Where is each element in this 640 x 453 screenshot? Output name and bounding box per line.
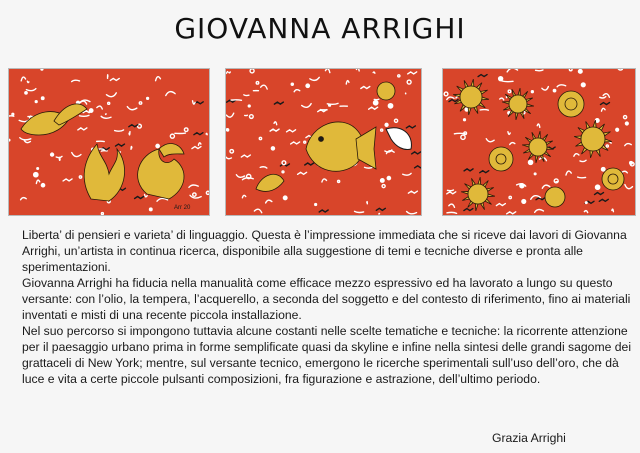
gold-fish-figure bbox=[306, 122, 376, 171]
paragraph-themes: Nel suo percorso si impongono tuttavia alcune costanti nelle scelte tematiche e tecniche: la ricorrente attenzione per il paesaggio urbano prima in forme semplificate quasi da skyline e infine nella sintesi delle grandi sagome dei grattaceli di New York; mentre, sul versante tecnico, emergono le ricerche sperimentali sull’uso dell’oro, che dà luce e vita a certe piccole pulsanti composizioni, fra figurazione e astrazione, dell’ultimo periodo. bbox=[22, 324, 632, 386]
paragraph-intro: Liberta’ di pensieri e varieta’ di linguaggio. Questa è l’impressione immediata che si riceve dai lavori di Giovanna Arrighi, un’artista in continua ricerca, disponibile alla suggestione di temi e tecniche diverse e pronta alle sperimentazioni. bbox=[22, 228, 627, 274]
painting-suns-and-flowers bbox=[442, 68, 636, 216]
paragraph-technique: Giovanna Arrighi ha fiducia nella manualità come efficace mezzo espressivo ed ha lavorato a lungo su questo versante: con l’olio, la tempera, l’acquerello, a seconda del soggetto e del contesto di riferimento, fino ai materiali inventati e misti di una recente piccola installazione. bbox=[22, 276, 631, 322]
page-title: GIOVANNA ARRIGHI bbox=[174, 12, 466, 45]
gold-bird-figure bbox=[21, 104, 87, 135]
painting-gold-fish bbox=[225, 68, 422, 216]
painting-signature: Arr 20 bbox=[174, 205, 191, 211]
gold-flame-figure bbox=[84, 144, 124, 201]
article-text bbox=[22, 227, 634, 387]
black-white-beast-figure bbox=[386, 128, 411, 150]
author-signature: Grazia Arrighi bbox=[492, 431, 566, 445]
gold-leaf-figure bbox=[138, 144, 184, 199]
painting-birds-and-flames bbox=[8, 68, 210, 216]
gold-sun-figures bbox=[453, 79, 612, 211]
